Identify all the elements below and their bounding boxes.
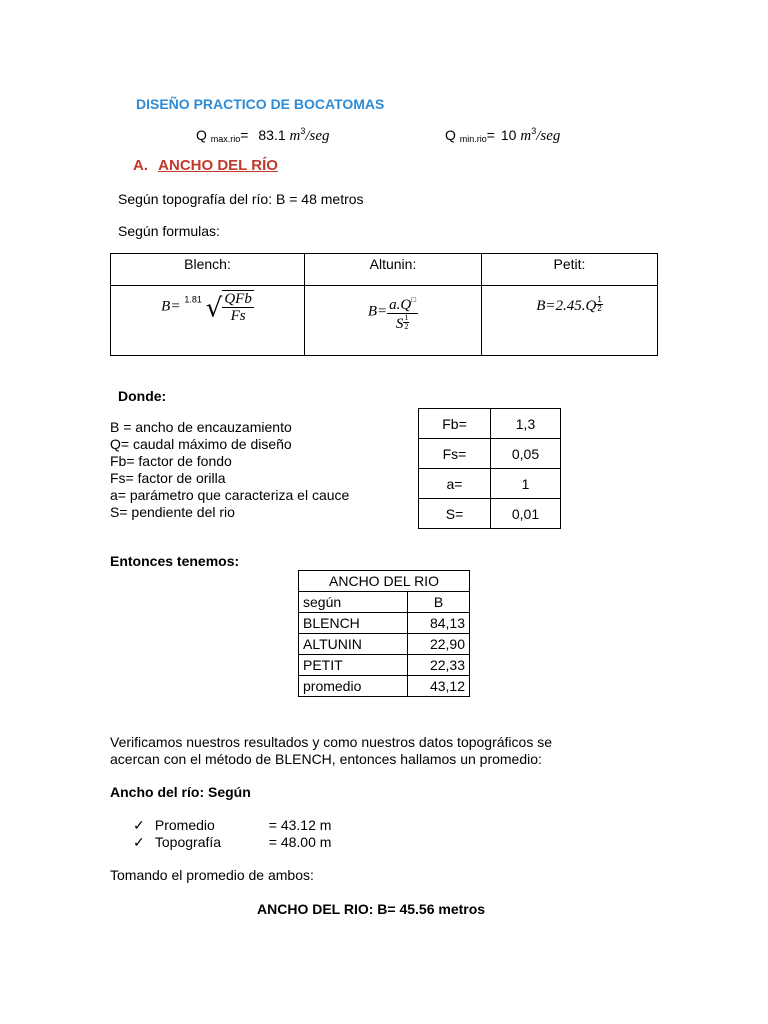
param-value: 0,01 — [491, 499, 561, 529]
param-row — [419, 469, 561, 499]
final-result: ANCHO DEL RIO: B= 45.56 metros — [257, 901, 486, 917]
results-col-segun: según — [299, 592, 408, 613]
definition-item: Fs= factor de orilla — [110, 470, 226, 486]
definition-item: B = ancho de encauzamiento — [110, 419, 292, 435]
check-icon: ✓ — [133, 817, 145, 833]
document-title: DISEÑO PRACTICO DE BOCATOMAS — [136, 96, 385, 112]
param-value: 1 — [491, 469, 561, 499]
verify-line-2: acercan con el método de BLENCH, entonces hallamos un promedio: — [110, 751, 542, 767]
table-row — [299, 634, 470, 655]
results-col-b: B — [408, 592, 470, 613]
param-row — [419, 439, 561, 469]
bullet-topografia: ✓ Topografía = 48.00 m — [133, 834, 332, 850]
check-icon: ✓ — [133, 834, 145, 850]
param-value: 0,05 — [491, 439, 561, 469]
definition-item: a= parámetro que caracteriza el cauce — [110, 487, 350, 503]
results-table — [298, 570, 470, 697]
definition-item: Q= caudal máximo de diseño — [110, 436, 292, 452]
result-value: 43,12 — [408, 676, 470, 697]
donde-heading: Donde: — [118, 388, 167, 404]
result-value: 22,33 — [408, 655, 470, 676]
result-value: 22,90 — [408, 634, 470, 655]
param-value: 1,3 — [491, 409, 561, 439]
param-name: Fb= — [419, 409, 491, 439]
table-row — [299, 676, 470, 697]
q-min-formula: Q $_{min.rio}$= 10 $m^3$/seg — [445, 126, 561, 144]
definition-item: Fb= factor de fondo — [110, 453, 232, 469]
bullet-promedio: ✓ Promedio = 43.12 m — [133, 817, 332, 833]
topografia-text: Según topografía del río: B = 48 metros — [118, 191, 364, 207]
formulas-intro: Según formulas: — [118, 223, 220, 239]
altunin-formula: B= a.Q□ S $\frac{1}{2}$ — [305, 286, 482, 356]
param-name: S= — [419, 499, 491, 529]
results-title: ANCHO DEL RIO — [299, 571, 470, 592]
definitions-list — [110, 419, 349, 521]
section-a-heading: A. ANCHO DEL RÍO — [133, 157, 278, 174]
definition-item: S= pendiente del rio — [110, 504, 235, 520]
result-method: promedio — [299, 676, 408, 697]
entonces-heading: Entonces tenemos: — [110, 553, 240, 569]
header-altunin: Altunin: — [305, 254, 482, 286]
param-row — [419, 409, 561, 439]
param-row — [419, 499, 561, 529]
result-method: ALTUNIN — [299, 634, 408, 655]
blench-formula: B= $^{1.81}$ √ $\frac{\text{QFb}}{Fs}$ — [111, 286, 305, 356]
petit-formula: B=2.45.Q $\frac{1}{2}$ — [482, 286, 658, 356]
table-row — [299, 613, 470, 634]
parameters-table — [418, 408, 561, 529]
ancho-segun-heading: Ancho del río: Según — [110, 784, 251, 800]
header-blench: Blench: — [111, 254, 305, 286]
param-name: Fs= — [419, 439, 491, 469]
result-method: PETIT — [299, 655, 408, 676]
result-method: BLENCH — [299, 613, 408, 634]
verify-line-1: Verificamos nuestros resultados y como nuestros datos topográficos se — [110, 734, 552, 750]
table-row — [299, 655, 470, 676]
header-petit: Petit: — [482, 254, 658, 286]
formulas-table — [110, 253, 658, 356]
param-name: a= — [419, 469, 491, 499]
tomando-text: Tomando el promedio de ambos: — [110, 867, 314, 883]
result-value: 84,13 — [408, 613, 470, 634]
q-max-formula: Q $_{max.rio}$= 83.1 $m^3$/seg — [196, 126, 330, 144]
